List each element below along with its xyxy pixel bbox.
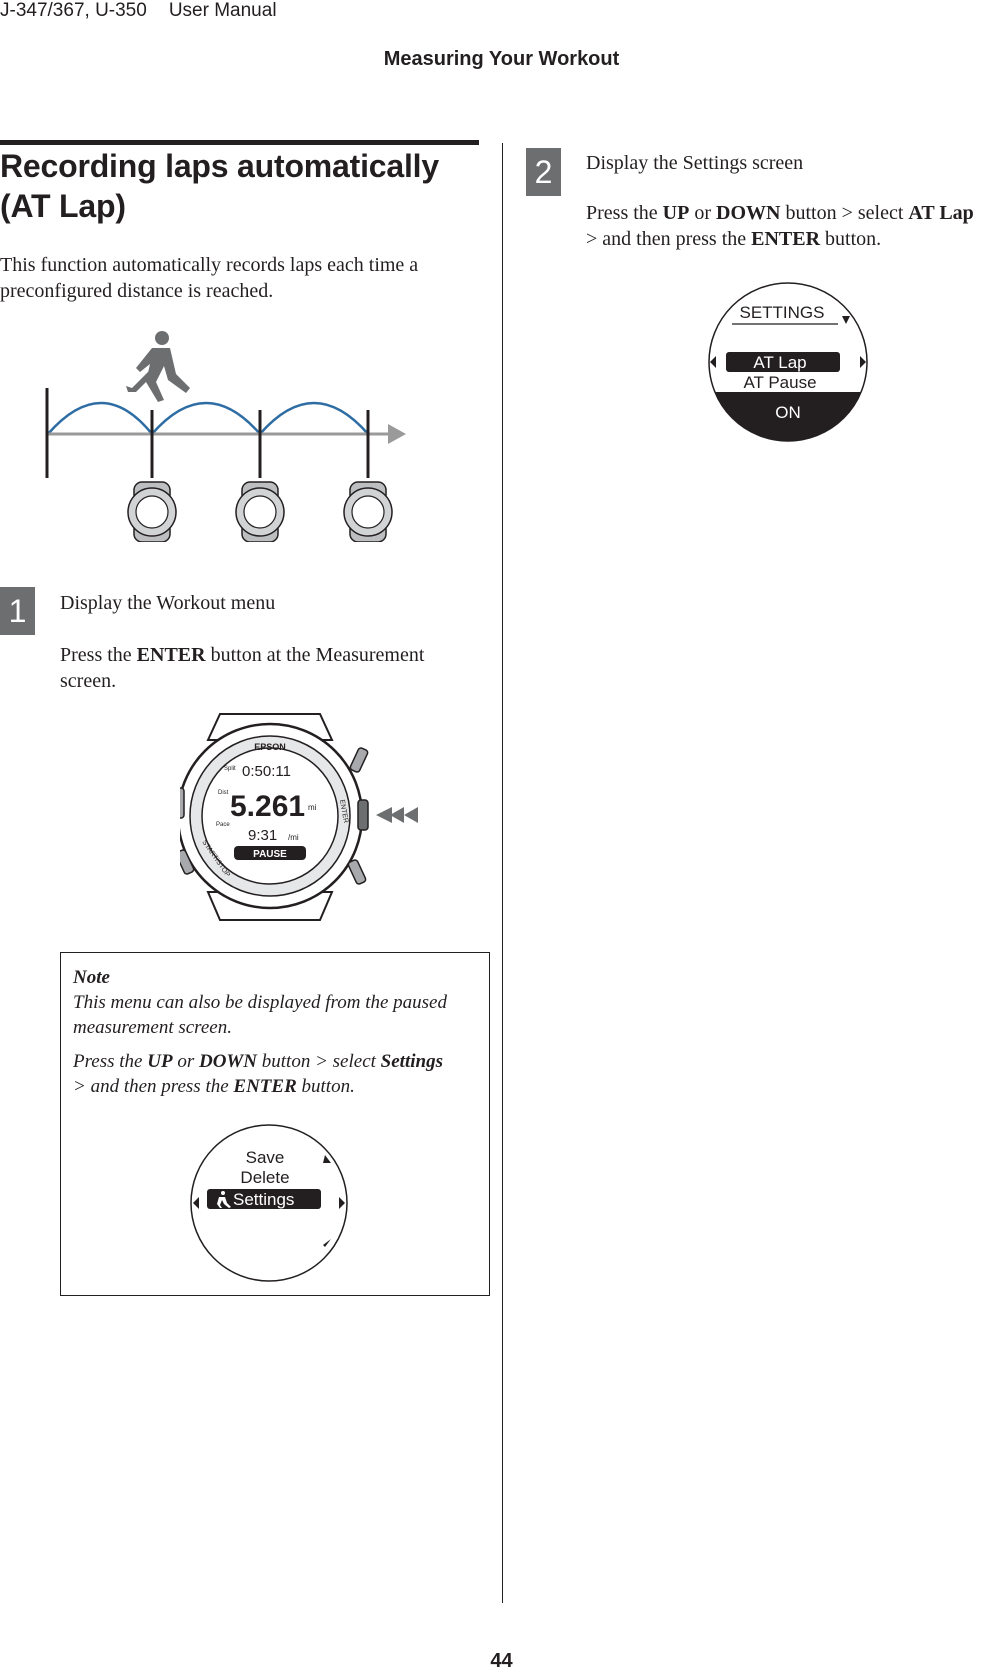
column-divider	[502, 143, 503, 1603]
title-rule	[0, 140, 479, 145]
setting-value: ON	[775, 403, 801, 422]
distance-unit: mi	[308, 803, 317, 812]
note-instruction-1: Press the UP or DOWN button > select Settings	[73, 1051, 443, 1072]
watch-icon-1	[128, 482, 176, 542]
enter-button[interactable]	[358, 800, 368, 830]
setting-item-at-pause[interactable]: AT Pause	[743, 373, 817, 392]
title-line-2: (AT Lap)	[0, 188, 126, 224]
note-line-1: This menu can also be displayed from the paused	[73, 992, 447, 1013]
runner-icon	[126, 331, 190, 402]
section-title	[0, 146, 480, 226]
enter-button-ref: ENTER	[136, 644, 206, 666]
note-box	[60, 952, 490, 1296]
watch-pace: 9:31	[248, 827, 278, 844]
running-header	[0, 0, 299, 22]
step-2-badge: 2	[526, 148, 561, 196]
intro-line-1: This function automatically records laps each time a	[0, 254, 419, 276]
section-header: Measuring Your Workout	[383, 48, 620, 70]
model-number: J-347/367, U-350	[0, 0, 147, 21]
note-line-2: measurement screen.	[73, 1017, 232, 1038]
document-type: User Manual	[168, 0, 277, 21]
press-arrows-icon	[376, 807, 418, 823]
split-label: Split	[224, 766, 236, 772]
menu-item-settings[interactable]: Settings	[233, 1190, 295, 1209]
pace-label: Pace	[216, 822, 230, 828]
settings-watch-screen	[706, 280, 870, 444]
lap-diagram	[40, 330, 440, 542]
note-content	[73, 965, 483, 1099]
note-instruction-2: > and then press the ENTER button.	[73, 1076, 355, 1097]
step-1-title: Display the Workout menu	[60, 592, 276, 614]
watch-time: 0:50:11	[242, 763, 291, 780]
setting-item-at-lap[interactable]: AT Lap	[753, 353, 807, 372]
watch-brand: EPSON	[254, 742, 286, 752]
pause-label: PAUSE	[253, 849, 287, 860]
step-1-body: Press the ENTER button at the Measurement screen.	[60, 644, 425, 692]
dist-label: Dist	[218, 790, 229, 796]
watch-distance: 5.261	[230, 790, 306, 823]
page-number: 44	[490, 1650, 513, 1672]
step-2-title: Display the Settings screen	[586, 152, 804, 174]
startstop-side-label: START/STOP	[200, 839, 231, 879]
intro-line-2: preconfigured distance is reached.	[0, 280, 274, 302]
menu-item-save[interactable]: Save	[245, 1148, 285, 1167]
distance-arrow	[48, 424, 406, 444]
watch-icon-3	[344, 482, 392, 542]
title-line-1: Recording laps automatically	[0, 148, 439, 184]
step-1-badge: 1	[0, 587, 35, 635]
enter-side-label: ENTER	[338, 799, 350, 824]
note-watch-screen	[189, 1121, 349, 1285]
lap-arcs	[48, 403, 368, 434]
screen-title: SETTINGS	[739, 303, 825, 322]
watch-illustration	[180, 710, 425, 922]
pace-unit: /mi	[288, 833, 299, 842]
intro-paragraph	[0, 252, 470, 304]
note-heading: Note	[73, 967, 110, 988]
watch-icon-2	[236, 482, 284, 542]
step-2-body: Press the UP or DOWN button > select AT Lap > and then press the ENTER button.	[586, 202, 974, 250]
menu-item-delete[interactable]: Delete	[240, 1168, 290, 1187]
